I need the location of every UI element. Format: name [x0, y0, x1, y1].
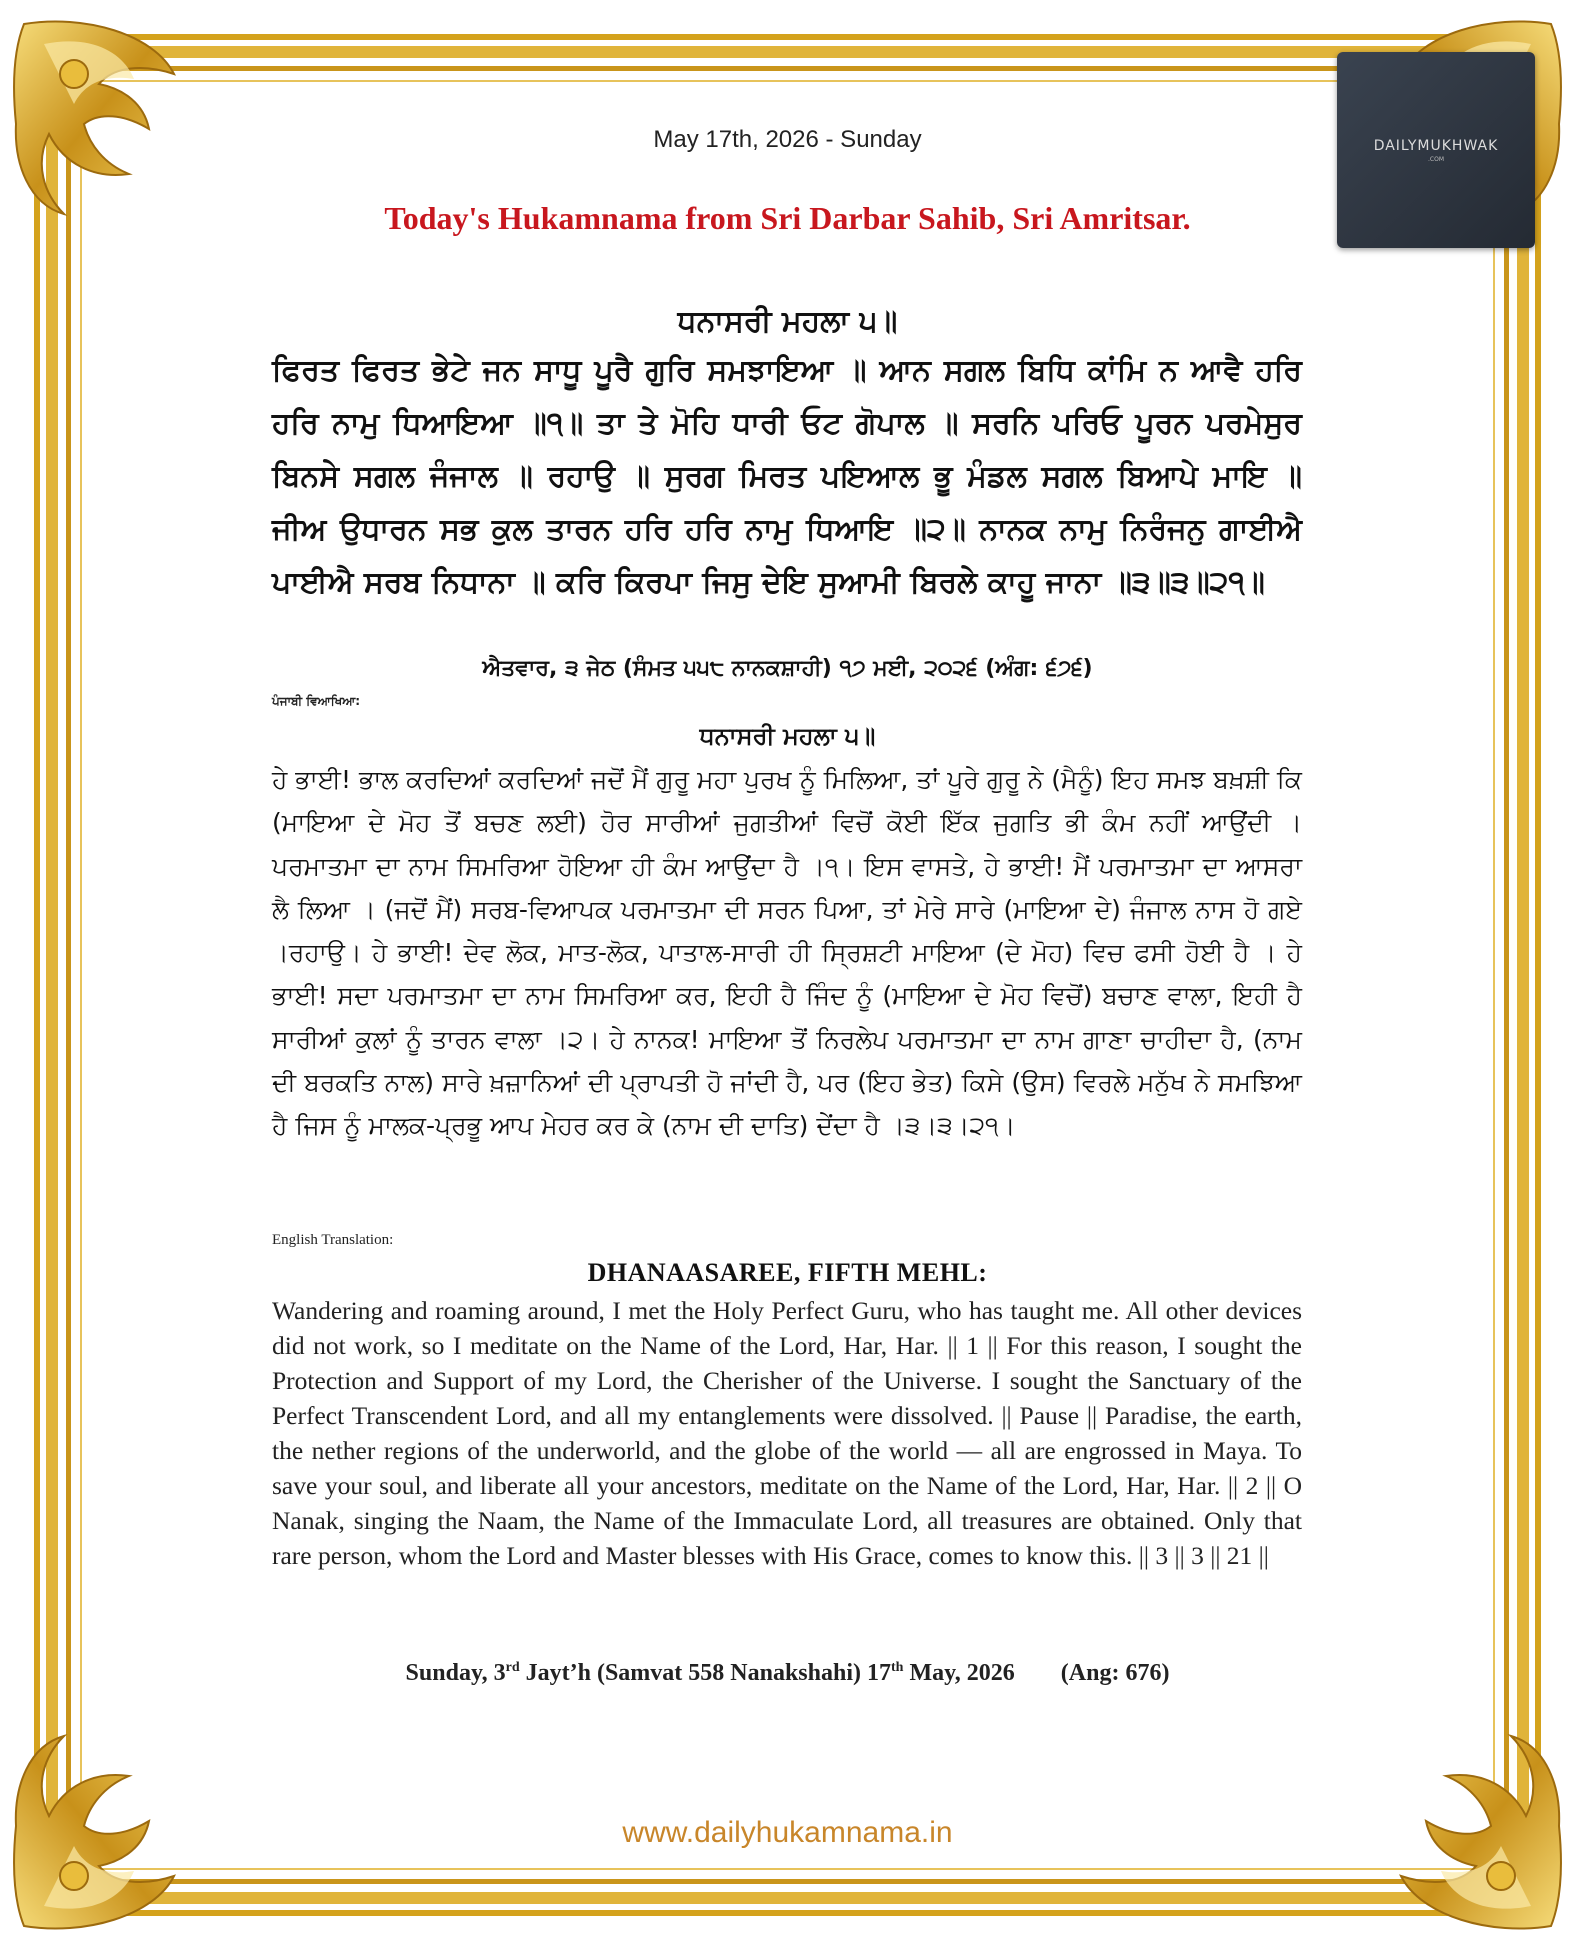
english-date-part3: May, 2026	[903, 1660, 1015, 1686]
english-date-part1: Sunday, 3	[405, 1660, 506, 1686]
punjabi-vyakhya-label: ਪੰਜਾਬੀ ਵਿਆਖਿਆ:	[272, 694, 361, 708]
english-translation-label: English Translation:	[272, 1232, 394, 1248]
vyakhya-heading: ਧਨਾਸਰੀ ਮਹਲਾ ੫॥	[699, 722, 876, 750]
english-date-sup2: th	[891, 1660, 904, 1675]
gurbani-text: ਫਿਰਤ ਫਿਰਤ ਭੇਟੇ ਜਨ ਸਾਧੂ ਪੂਰੈ ਗੁਰਿ ਸਮਝਾਇਆ ॥ ਆਨ ਸਗਲ ਬਿਧਿ ਕਾਂਮਿ ਨ ਆਵੈ ਹਰਿ ਹਰਿ ਨਾਮੁ ਧਿਆਇਆ ॥੧॥ ਤਾ ਤੇ ਮੋਹਿ ਧਾਰੀ ਓਟ ਗੋਪਾਲ ॥ ਸਰਨਿ ਪਰਿਓ ਪੂਰਨ ਪਰਮੇਸੁਰ ਬਿਨਸੇ ਸਗਲ ਜੰਜਾਲ ॥ ਰਹਾਉ ॥ ਸੁਰਗ ਮਿਰਤ ਪਇਆਲ ਭੂ ਮੰਡਲ ਸਗਲ ਬਿਆਪੇ ਮਾਇ ॥ ਜੀਅ ਉਧਾਰਨ ਸਭ ਕੁਲ ਤਾਰਨ ਹਰਿ ਹਰਿ ਨਾਮੁ ਧਿਆਇ ॥੨॥ ਨਾਨਕ ਨਾਮੁ ਨਿਰੰਜਨੁ ਗਾਈਐ ਪਾਈਐ ਸਰਬ ਨਿਧਾਨਾ ॥ ਕਰਿ ਕਿਰਪਾ ਜਿਸੁ ਦੇਇ ਸੁਆਮੀ ਬਿਰਲੇ ਕਾਹੂ ਜਾਨਾ ॥੩॥੩॥੨੧॥	[272, 353, 1302, 600]
vyakhya-text: ਹੇ ਭਾਈ! ਭਾਲ ਕਰਦਿਆਂ ਕਰਦਿਆਂ ਜਦੋਂ ਮੈਂ ਗੁਰੂ ਮਹਾ ਪੁਰਖ ਨੂੰ ਮਿਲਿਆ, ਤਾਂ ਪੂਰੇ ਗੁਰੂ ਨੇ (ਮੈਨੂੰ) ਇਹ ਸਮਝ ਬਖ਼ਸ਼ੀ ਕਿ (ਮਾਇਆ ਦੇ ਮੋਹ ਤੋਂ ਬਚਣ ਲਈ) ਹੋਰ ਸਾਰੀਆਂ ਜੁਗਤੀਆਂ ਵਿਚੋਂ ਕੋਈ ਇੱਕ ਜੁਗਤਿ ਭੀ ਕੰਮ ਨਹੀਂ ਆਉਂਦੀ । ਪਰਮਾਤਮਾ ਦਾ ਨਾਮ ਸਿਮਰਿਆ ਹੋਇਆ ਹੀ ਕੰਮ ਆਉਂਦਾ ਹੈ ।੧। ਇਸ ਵਾਸਤੇ, ਹੇ ਭਾਈ! ਮੈਂ ਪਰਮਾਤਮਾ ਦਾ ਆਸਰਾ ਲੈ ਲਿਆ । (ਜਦੋਂ ਮੈਂ) ਸਰਬ-ਵਿਆਪਕ ਪਰਮਾਤਮਾ ਦੀ ਸਰਨ ਪਿਆ, ਤਾਂ ਮੇਰੇ ਸਾਰੇ (ਮਾਇਆ ਦੇ) ਜੰਜਾਲ ਨਾਸ ਹੋ ਗਏ ।ਰਹਾਉ। ਹੇ ਭਾਈ! ਦੇਵ ਲੋਕ, ਮਾਤ-ਲੋਕ, ਪਾਤਾਲ-ਸਾਰੀ ਹੀ ਸ੍ਰਿਸ਼ਟੀ ਮਾਇਆ (ਦੇ ਮੋਹ) ਵਿਚ ਫਸੀ ਹੋਈ ਹੈ । ਹੇ ਭਾਈ! ਸਦਾ ਪਰਮਾਤਮਾ ਦਾ ਨਾਮ ਸਿਮਰਿਆ ਕਰ, ਇਹੀ ਹੈ ਜਿੰਦ ਨੂੰ (ਮਾਇਆ ਦੇ ਮੋਹ ਵਿਚੋਂ) ਬਚਾਣ ਵਾਲਾ, ਇਹੀ ਹੈ ਸਾਰੀਆਂ ਕੁਲਾਂ ਨੂੰ ਤਾਰਨ ਵਾਲਾ ।੨। ਹੇ ਨਾਨਕ! ਮਾਇਆ ਤੋਂ ਨਿਰਲੇਪ ਪਰਮਾਤਮਾ ਦਾ ਨਾਮ ਗਾਣਾ ਚਾਹੀਦਾ ਹੈ, (ਨਾਮ ਦੀ ਬਰਕਤਿ ਨਾਲ) ਸਾਰੇ ਖ਼ਜ਼ਾਨਿਆਂ ਦੀ ਪ੍ਰਾਪਤੀ ਹੋ ਜਾਂਦੀ ਹੈ, ਪਰ (ਇਹ ਭੇਤ) ਕਿਸੇ (ਉਸ) ਵਿਰਲੇ ਮਨੁੱਖ ਨੇ ਸਮਝਿਆ ਹੈ ਜਿਸ ਨੂੰ ਮਾਲਕ-ਪ੍ਰਭੂ ਆਪ ਮੇਹਰ ਕਰ ਕੇ (ਨਾਮ ਦੀ ਦਾਤਿ) ਦੇਂਦਾ ਹੈ ।੩।੩।੨੧।	[272, 765, 1302, 1141]
english-heading: DHANAASAREE, FIFTH MEHL:	[587, 1258, 988, 1287]
english-date-sup1: rd	[505, 1660, 520, 1675]
gurbani-heading: ਧਨਾਸਰੀ ਮਹਲਾ ੫॥	[677, 304, 898, 339]
english-text: Wandering and roaming around, I met the Holy Perfect Guru, who has taught me. All other devices did not work, so I meditate on the Name of the Lord, Har, Har. || 1 || For this reason, I sought the Protection and Support of my Lord, the Cherisher of the Universe. I sought the Sanctuary of the Perfect Transcendent Lord, and all my entanglements were dissolved. || Pause || Paradise, the earth, the nether regions of the underworld, and the globe of the world — all are engrossed in Maya. To save your soul, and liberate all your ancestors, meditate on the Name of the Lord, Har, Har. || 2 || O Nanak, singing the Naam, the Name of the Immaculate Lord, all treasures are obtained. Only that rare person, whom the Lord and Master blesses with His Grace, comes to know this. || 3 || 3 || 21 ||	[272, 1296, 1302, 1570]
logo-brand: DAILYMUKHWAK	[1373, 137, 1499, 154]
punjabi-date: ਐਤਵਾਰ, ੩ ਜੇਠ (ਸੰਮਤ ੫੫੮ ਨਾਨਕਸ਼ਾਹੀ) ੧੭ ਮਈ, ੨੦੨੬ (ਅੰਗ: ੬੭੬)	[482, 656, 1093, 681]
english-date-ang: (Ang: 676)	[1060, 1660, 1170, 1686]
page-title: Today's Hukamnama from Sri Darbar Sahib, Sri Amritsar.	[384, 200, 1191, 236]
english-date	[0, 1660, 1575, 1687]
website-link[interactable]: www.dailyhukamnama.in	[622, 1816, 953, 1849]
date-line: May 17th, 2026 - Sunday	[653, 126, 922, 153]
english-date-part2: Jayt’h (Samvat 558 Nanakshahi) 17	[519, 1660, 892, 1686]
logo-sub: .COM	[1428, 155, 1444, 163]
